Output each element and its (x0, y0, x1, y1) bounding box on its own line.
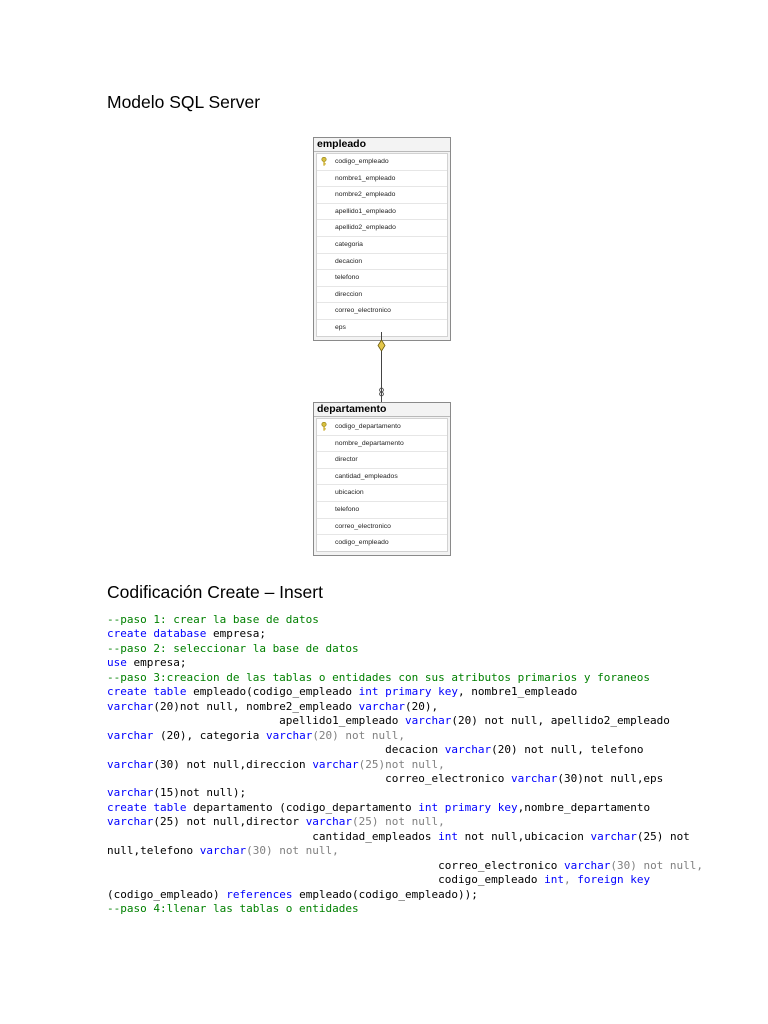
column-name: apellido2_empleado (335, 224, 396, 232)
column-name: ubicacion (335, 489, 364, 497)
sql-text: (20), categoria (153, 728, 266, 742)
column-name: categoria (335, 240, 363, 248)
sql-text: ,nombre_departamento (517, 800, 651, 814)
sql-keyword: varchar (107, 728, 154, 742)
sql-text: (25) not null,director (153, 815, 306, 829)
column-name: codigo_empleado (335, 158, 389, 165)
sql-keyword: varchar (312, 757, 359, 771)
column-row (317, 485, 447, 502)
table-columns (316, 418, 448, 552)
sql-keyword: int (438, 829, 459, 843)
sql-keyword: varchar (199, 844, 247, 858)
column-row (317, 303, 447, 320)
sql-text: codigo_empleado (107, 873, 545, 887)
sql-text: , (563, 873, 578, 887)
sql-keyword: int primary key (358, 685, 459, 699)
sql-keyword: varchar (107, 699, 154, 713)
table-departamento (313, 402, 451, 556)
sql-text: not null,ubicacion (458, 829, 591, 843)
column-row (317, 452, 447, 469)
one-end-key-icon (378, 340, 385, 351)
column-row (317, 171, 447, 188)
sql-keyword: varchar (510, 771, 558, 785)
column-row (317, 502, 447, 519)
column-name: telefono (335, 274, 360, 282)
sql-text: (20) not null, apellido2_empleado (451, 714, 670, 728)
sql-comment: --paso 3:creacion de las tablas o entidades con sus atributos primarios y foraneos (107, 670, 651, 684)
column-name: correo_electronico (335, 522, 391, 530)
sql-text: (25) not (636, 829, 690, 843)
sql-keyword: varchar (358, 699, 406, 713)
sql-keyword: varchar (305, 815, 353, 829)
sql-keyword: varchar (265, 728, 313, 742)
sql-text: empleado(codigo_empleado (186, 685, 359, 699)
column-row (317, 519, 447, 536)
sql-text: (20)not null, nombre2_empleado (153, 699, 359, 713)
sql-comment: --paso 4:llenar las tablas o entidades (107, 902, 359, 916)
sql-keyword: int (544, 873, 564, 887)
column-row (317, 270, 447, 287)
sql-text: correo_electronico (107, 771, 511, 785)
sql-text: (25) not null, (352, 815, 445, 829)
sql-text: (20) not null, (312, 728, 406, 742)
sql-text: empleado(codigo_empleado)); (292, 887, 478, 901)
sql-keyword: create table (107, 800, 187, 814)
column-name: eps (335, 323, 346, 331)
table-columns (316, 153, 448, 337)
sql-text: (30)not null,eps (557, 771, 664, 785)
column-name: cantidad_empleados (335, 472, 398, 480)
column-name: nombre2_empleado (335, 191, 396, 199)
sql-text: correo_electronico (107, 858, 564, 872)
column-row (317, 419, 447, 436)
sql-text: empresa; (206, 627, 266, 641)
column-row (317, 535, 447, 551)
sql-text: (30) not null, (610, 858, 704, 872)
sql-keyword: varchar (563, 858, 611, 872)
sql-text: null,telefono (107, 844, 200, 858)
sql-text: (25)not null, (358, 757, 445, 771)
column-row (317, 237, 447, 254)
column-row (317, 287, 447, 304)
relationship-connector (300, 330, 460, 406)
column-name: director (335, 456, 358, 464)
heading-modelo-sql-server: Modelo SQL Server (107, 92, 261, 112)
table-title: empleado (314, 138, 450, 152)
sql-code-block (107, 613, 703, 917)
sql-keyword: varchar (590, 829, 637, 843)
sql-text: decacion (107, 743, 445, 757)
sql-keyword: varchar (405, 714, 452, 728)
table-title: departamento (314, 403, 450, 417)
sql-text: (20) not null, telefono (491, 743, 644, 757)
column-name: codigo_departamento (335, 423, 401, 430)
sql-keyword: varchar (107, 815, 154, 829)
column-row (317, 469, 447, 486)
sql-keyword: create database (107, 627, 207, 641)
heading-codificacion: Codificación Create – Insert (107, 582, 323, 602)
sql-keyword: references (226, 887, 293, 901)
column-name: nombre_departamento (335, 439, 404, 447)
sql-keyword: use (107, 656, 127, 670)
sql-text: apellido1_empleado (107, 714, 406, 728)
column-name: telefono (335, 505, 360, 513)
column-row (317, 220, 447, 237)
primary-key-icon (321, 157, 327, 166)
column-name: correo_electronico (335, 307, 391, 315)
column-row (317, 154, 447, 171)
sql-text: (30) not null, (246, 844, 339, 858)
column-row (317, 187, 447, 204)
sql-comment: --paso 2: seleccionar la base de datos (107, 641, 359, 655)
sql-text: (20), (405, 699, 439, 713)
table-empleado (313, 137, 451, 341)
sql-keyword: varchar (107, 786, 154, 800)
primary-key-icon (321, 422, 327, 431)
sql-text: departamento (codigo_departamento (186, 800, 419, 814)
sql-keyword: varchar (444, 743, 492, 757)
sql-text: empresa; (126, 656, 187, 670)
column-row (317, 254, 447, 271)
sql-keyword: varchar (107, 757, 154, 771)
sql-text: cantidad_empleados (107, 829, 439, 843)
sql-text: (15)not null); (153, 786, 247, 800)
sql-comment: --paso 1: crear la base de datos (107, 613, 319, 626)
column-name: codigo_empleado (335, 539, 389, 547)
column-name: direccion (335, 290, 363, 298)
sql-keyword: int primary key (418, 800, 518, 814)
sql-keyword: foreign key (577, 873, 651, 887)
sql-text: (codigo_empleado) (107, 887, 227, 901)
sql-keyword: create table (107, 685, 187, 699)
sql-text: (30) not null,direccion (153, 757, 313, 771)
column-row (317, 204, 447, 221)
column-name: decacion (335, 257, 363, 265)
sql-text: , nombre1_empleado (458, 685, 578, 699)
column-name: nombre1_empleado (335, 174, 396, 182)
column-row (317, 436, 447, 453)
column-name: apellido1_empleado (335, 207, 396, 215)
